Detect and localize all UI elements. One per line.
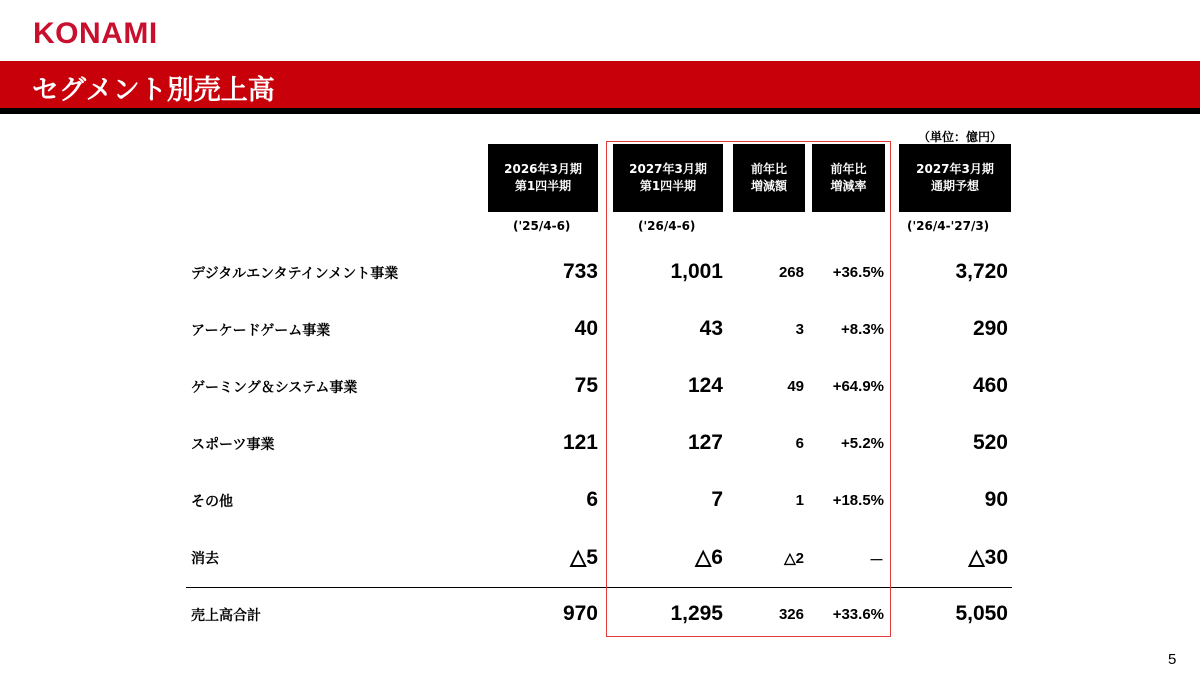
value-rate: － (868, 552, 884, 569)
row-label: アーケードゲーム事業 (191, 323, 331, 339)
header-prev-q1 (488, 144, 598, 212)
value-prev: 970 (562, 602, 598, 625)
highlight-box (606, 141, 891, 637)
value-rate: +18.5% (832, 492, 884, 509)
value-forecast: 3,720 (955, 260, 1008, 283)
value-curr: 43 (699, 317, 723, 340)
value-curr: 124 (687, 374, 723, 397)
value-curr: △6 (695, 546, 723, 569)
header-line1: 前年比 (830, 162, 867, 176)
header-line1: 2027年3月期 (916, 162, 994, 176)
header-line2: 増減率 (830, 179, 867, 193)
value-rate: +64.9% (832, 378, 884, 395)
period-forecast: ('26/4-'27/3) (907, 219, 990, 233)
unit-label: （単位：億円） (918, 130, 1003, 144)
value-curr: 1,295 (670, 602, 723, 625)
header-line1: 前年比 (750, 162, 787, 176)
value-forecast: 460 (972, 374, 1008, 397)
row-label: スポーツ事業 (191, 437, 275, 453)
value-curr: 127 (687, 431, 723, 454)
value-prev: 733 (562, 260, 598, 283)
page-title: セグメント別売上高 (32, 75, 275, 106)
header-forecast (899, 144, 1011, 212)
value-forecast: △30 (968, 546, 1008, 569)
value-forecast: 520 (972, 431, 1008, 454)
value-forecast: 90 (984, 488, 1008, 511)
header-line2: 第1四半期 (514, 179, 572, 193)
value-diff: 3 (795, 321, 804, 338)
value-diff: 268 (778, 264, 804, 281)
value-prev: △5 (570, 546, 598, 569)
header-line2: 通期予想 (930, 179, 979, 193)
value-prev: 75 (574, 374, 598, 397)
title-bar (0, 61, 1200, 108)
period-curr: ('26/4-6) (638, 219, 696, 233)
value-prev: 6 (586, 488, 598, 511)
title-underline (0, 108, 1200, 114)
value-diff: 49 (787, 378, 804, 395)
value-prev: 40 (574, 317, 598, 340)
header-line1: 2026年3月期 (504, 162, 582, 176)
value-diff: △2 (784, 550, 804, 567)
row-label: 消去 (191, 551, 219, 567)
value-rate: +8.3% (841, 321, 884, 338)
value-forecast: 5,050 (955, 602, 1008, 625)
value-diff: 1 (795, 492, 804, 509)
row-label: ゲーミング＆システム事業 (191, 380, 358, 396)
header-line2: 第1四半期 (639, 179, 697, 193)
value-forecast: 290 (972, 317, 1008, 340)
header-line2: 増減額 (750, 179, 787, 193)
header-line1: 2027年3月期 (629, 162, 707, 176)
row-label: その他 (191, 494, 233, 510)
row-label: デジタルエンタテインメント事業 (191, 266, 399, 282)
value-curr: 7 (711, 488, 723, 511)
value-rate: +5.2% (841, 435, 884, 452)
value-diff: 326 (778, 606, 804, 623)
value-rate: +36.5% (832, 264, 884, 281)
value-rate: +33.6% (832, 606, 884, 623)
value-diff: 6 (795, 435, 804, 452)
konami-logo: KONAMI (33, 17, 158, 50)
page-number: 5 (1168, 651, 1177, 668)
row-label: 売上高合計 (191, 608, 261, 624)
value-prev: 121 (562, 431, 598, 454)
period-prev: ('25/4-6) (513, 219, 571, 233)
value-curr: 1,001 (670, 260, 723, 283)
